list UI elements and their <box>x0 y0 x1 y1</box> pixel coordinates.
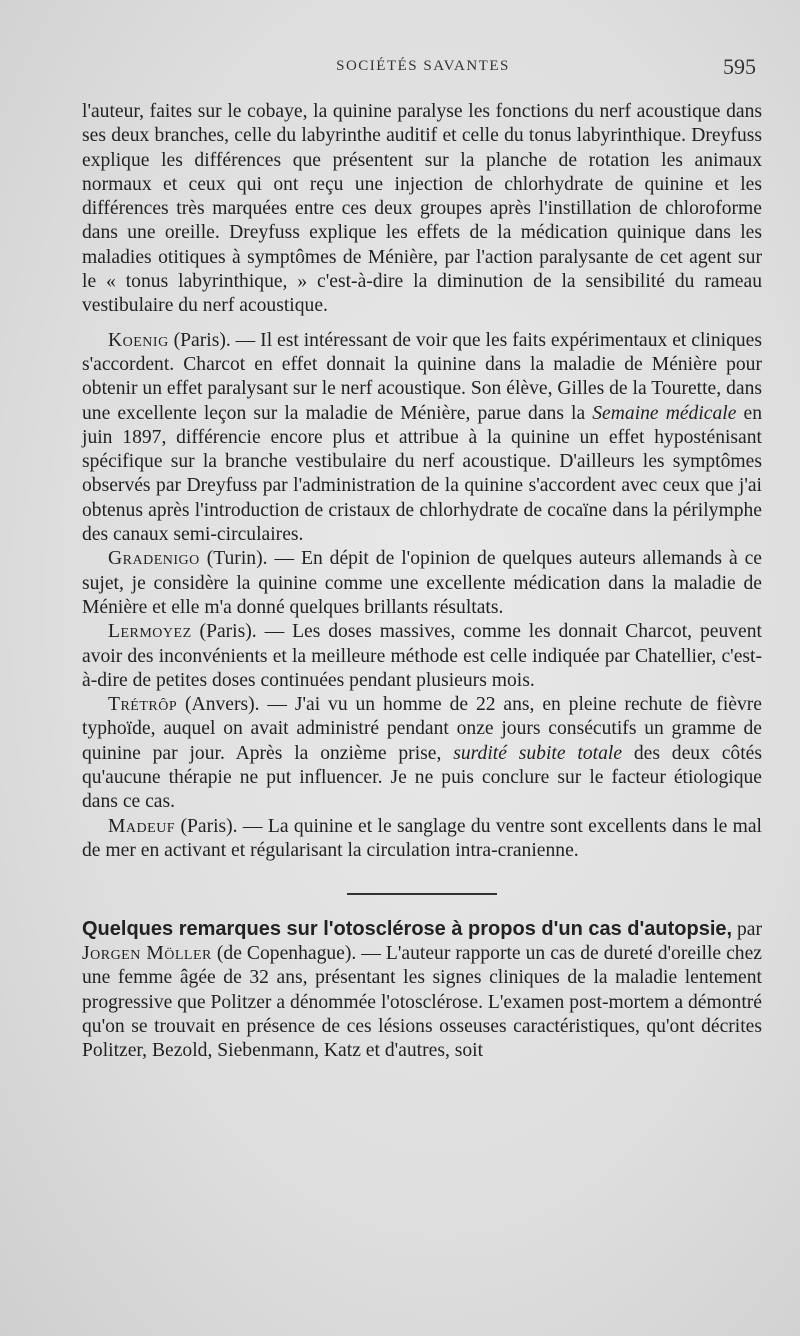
madeuf-text: (Paris). — La quinine et le sanglage du ventre sont excellents dans le mal de mer en activant et régularisant la circulation intra-cranienne. <box>82 815 762 861</box>
journal-title: Semaine médicale <box>592 402 737 424</box>
article-title: Quelques remarques sur l'otosclérose à propos d'un cas d'autopsie, <box>82 917 733 940</box>
page-header <box>78 54 768 88</box>
speaker-name-gradenigo: Gradenigo <box>108 548 200 570</box>
paragraph-lermoyez <box>82 620 762 693</box>
page-body <box>82 100 762 1063</box>
running-head: SOCIÉTÉS SAVANTES <box>336 58 510 74</box>
lermoyez-text: (Paris). — Les doses massives, comme les donnait Charcot, peuvent avoir des inconvénients et la meilleure méthode est celle indiquée par Chatellier, c'est-à-dire de petites doses continuées pendant plusieurs mois. <box>82 621 762 691</box>
speaker-name-madeuf: Madeuf <box>108 815 176 837</box>
tretrop-text-2: des deux côtés qu'aucune thérapie ne put influencer. Je ne puis conclure sur le facteur étiologique dans ce cas. <box>82 742 762 813</box>
speaker-name-tretrop: Trétrôp <box>108 694 178 716</box>
article-text: (de Copenhague). — L'auteur rapporte un cas de dureté d'oreille chez une femme âgée de 32 ans, présentant les signes cliniques de la maladie lentement progressive que Politzer a dénommée l'otosclérose. L'examen post-mortem a démontré qu'on se trouvait en présence de ces lésions osseuses caractéristiques, qu'ont décrites Politzer, Bezold, Siebenmann, Katz et d'autres, soit <box>82 943 762 1062</box>
speaker-name-lermoyez: Lermoyez <box>108 621 192 643</box>
page-number: 595 <box>723 54 756 79</box>
article-by: par <box>732 918 763 940</box>
koenig-text-1: (Paris). — Il est intéressant de voir que les faits expérimentaux et cliniques s'accordent. Charcot en effet donnait la quinine dans la maladie de Ménière pour obtenir un effet paralysant sur le nerf acoustique. Son élève, Gilles de la Tourette, dans une excellente leçon sur la maladie de Ménière, parue dans la <box>82 329 762 424</box>
article-author: Jorgen Möller <box>82 943 212 964</box>
article-paragraph <box>82 917 762 1064</box>
gradenigo-text: (Turin). — En dépit de l'opinion de quelques auteurs allemands à ce sujet, je considère la quinine comme une excellente médication dans la maladie de Ménière et elle m'a donné quelques brillants résultats. <box>82 548 762 618</box>
paragraph-continuation: l'auteur, faites sur le cobaye, la quinine paralyse les fonctions du nerf acoustique dans ses deux branches, celle du labyrinthe auditif et celle du tonus labyrinthique. Dreyfuss explique les différences que présentent sur la planche de rotation les animaux normaux et ceux qui ont reçu une injection de chlorhydrate de quinine et les différences très marquées entre ces deux groupes après l'instillation de chloroforme dans une oreille. Dreyfuss explique les effets de la médication quinique dans les maladies otitiques à symptômes de Ménière, par l'action paralysante de cet agent sur le « tonus labyrinthique, » c'est-à-dire la diminution de la sensibilité du rameau vestibulaire du nerf acoustique. <box>82 101 762 317</box>
paragraph-tretrop <box>82 693 762 814</box>
tretrop-text-1: (Anvers). — J'ai vu un homme de 22 ans, en pleine rechute de fièvre typhoïde, auquel on avait administré pendant onze jours consécutifs un gramme de quinine par jour. Après la onzième prise, <box>82 694 762 764</box>
paragraph-koenig <box>82 329 762 548</box>
paragraph-gradenigo <box>82 547 762 620</box>
section-divider <box>347 893 497 895</box>
tretrop-italic: surdité subite totale <box>453 742 623 764</box>
speaker-name-koenig: Koenig <box>108 329 169 351</box>
paragraph-madeuf <box>82 815 762 864</box>
koenig-text-2: en juin 1897, différencie encore plus et attribue à la quinine un effet hyposténisant spécifique sur la branche vestibulaire du nerf acoustique. D'ailleurs les symptômes observés par Dreyfuss par l'administration de la quinine s'accordent avec ceux que j'ai obtenus après l'introduction de cristaux de chlorhydrate de cocaïne dans la périlymphe des canaux semi-circulaires. <box>82 402 762 546</box>
